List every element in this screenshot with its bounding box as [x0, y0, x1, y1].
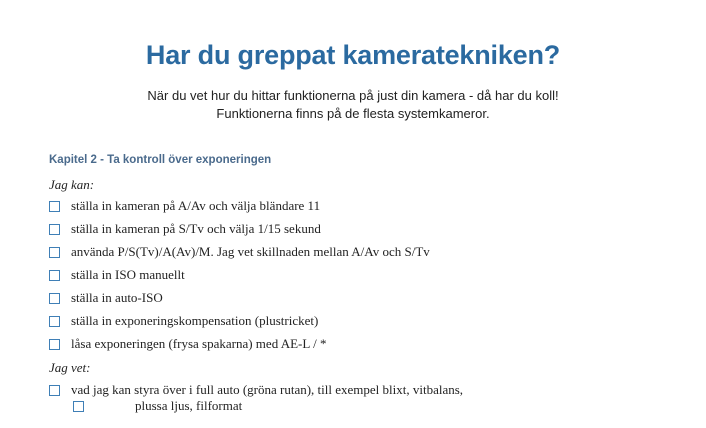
- section-heading-vet: Jag vet:: [49, 360, 91, 375]
- checklist-item: [49, 290, 430, 313]
- checklist-item-label: ställa in auto-ISO: [71, 290, 163, 305]
- checklist-item: [49, 267, 430, 290]
- checkbox[interactable]: [73, 401, 84, 412]
- checklist-item: [49, 198, 430, 221]
- vet-checklist-item-continued: [73, 398, 242, 414]
- checkbox[interactable]: [49, 339, 60, 350]
- chapter-heading: Kapitel 2 - Ta kontroll över exponeringen: [49, 154, 272, 166]
- checkbox[interactable]: [49, 385, 60, 396]
- checklist-item-label: ställa in kameran på S/Tv och välja 1/15 sekund: [71, 221, 321, 236]
- checklist-item: [49, 221, 430, 244]
- checklist-item-label: ställa in exponeringskompensation (plustricket): [71, 313, 319, 328]
- intro-line-2: Funktionerna finns på de flesta systemkameror.: [216, 106, 490, 121]
- checklist-item-label: ställa in ISO manuellt: [71, 267, 185, 282]
- section-heading-kan: Jag kan:: [49, 177, 95, 192]
- checkbox[interactable]: [49, 224, 60, 235]
- checklist-item: [49, 313, 430, 336]
- checklist-item: [49, 244, 430, 267]
- intro-text: [0, 87, 706, 123]
- intro-line-1: När du vet hur du hittar funktionerna på just din kamera - då har du koll!: [147, 88, 559, 103]
- vet-item-label-line-1: vad jag kan styra över i full auto (gröna rutan), till exempel blixt, vitbalans,: [71, 382, 464, 397]
- checkbox[interactable]: [49, 201, 60, 212]
- checkbox[interactable]: [49, 270, 60, 281]
- kan-checklist: [49, 198, 430, 359]
- vet-item-label-line-2: plussa ljus, filformat: [135, 398, 243, 413]
- checklist-item-label: låsa exponeringen (frysa spakarna) med AE-L / *: [71, 336, 327, 351]
- page-title: Har du greppat kameratekniken?: [145, 40, 561, 70]
- checkbox[interactable]: [49, 293, 60, 304]
- checklist-item-label: använda P/S(Tv)/A(Av)/M. Jag vet skillnaden mellan A/Av och S/Tv: [71, 244, 430, 259]
- checklist-item: [49, 336, 430, 359]
- checkbox[interactable]: [49, 316, 60, 327]
- checklist-item-label: ställa in kameran på A/Av och välja bländare 11: [71, 198, 321, 213]
- vet-checklist-item: [49, 382, 463, 398]
- checkbox[interactable]: [49, 247, 60, 258]
